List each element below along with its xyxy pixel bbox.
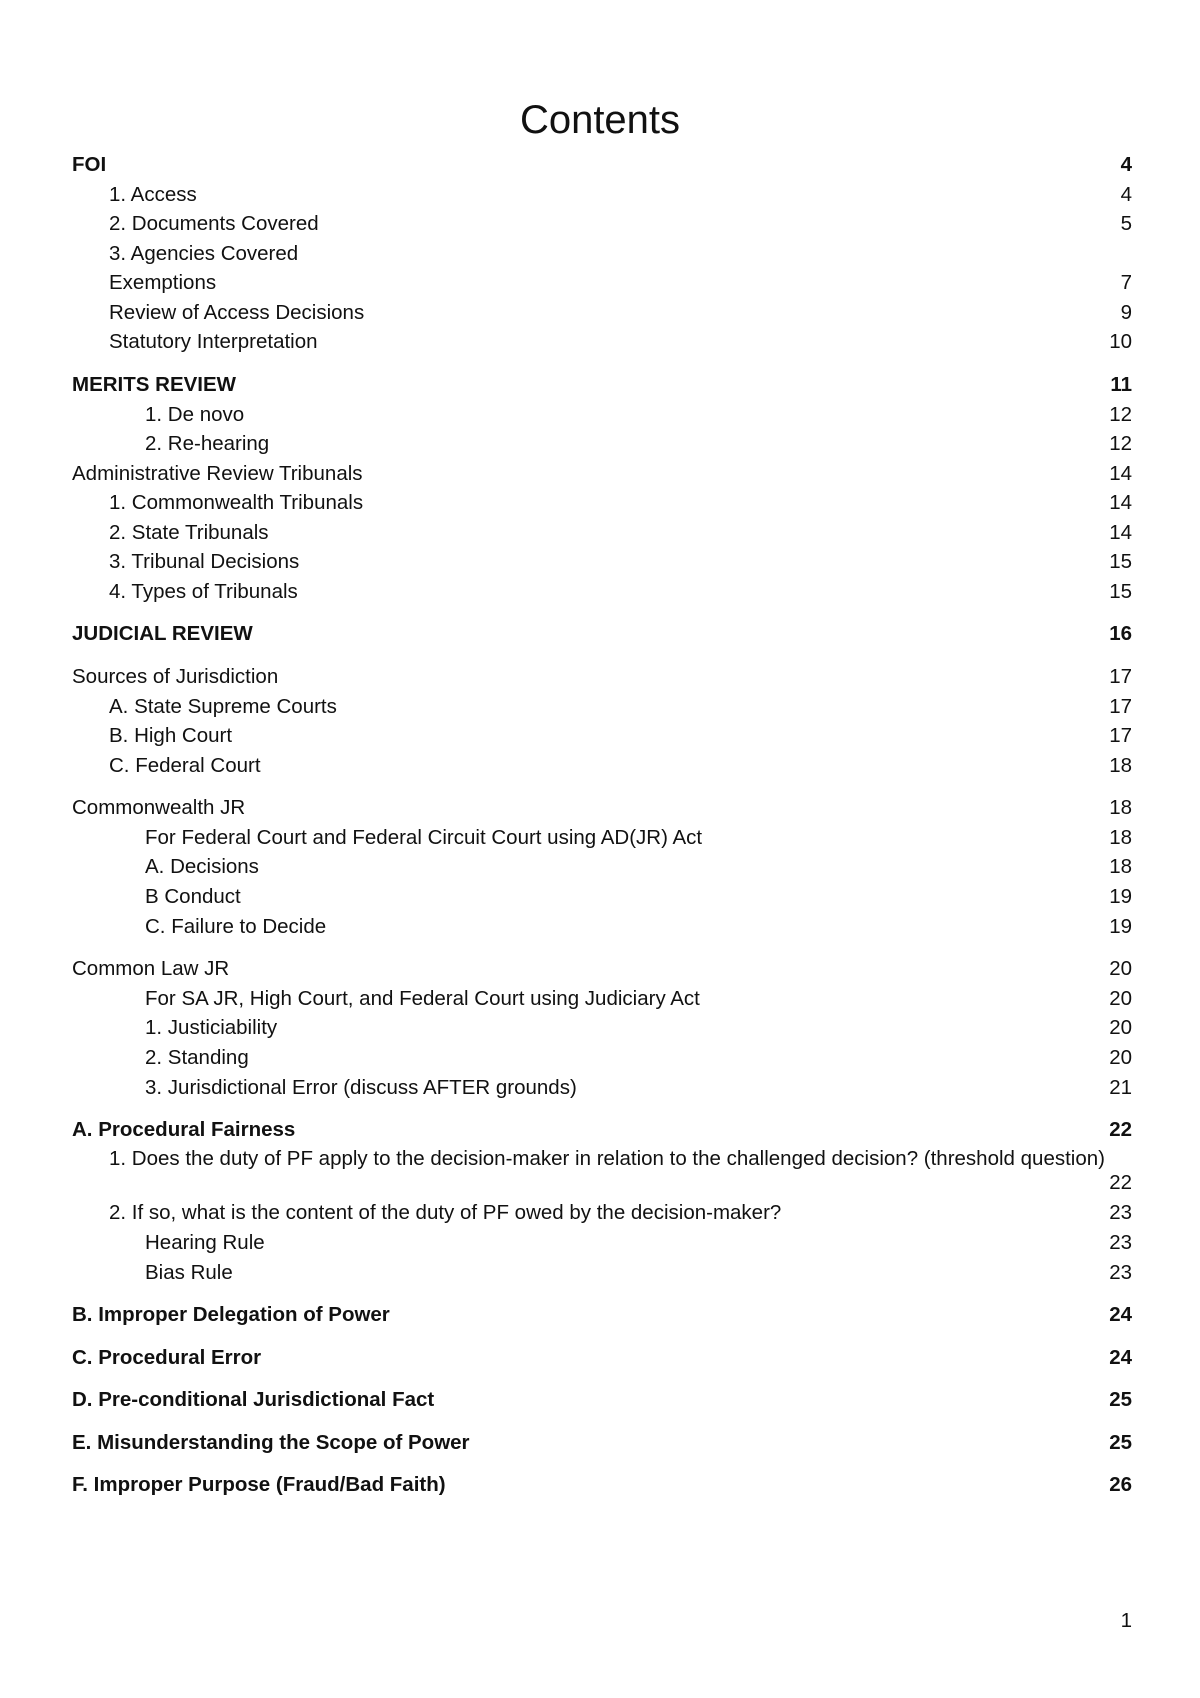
toc-entry-label: 1. De novo (145, 403, 245, 426)
toc-entry-label: MERITS REVIEW (72, 373, 237, 396)
toc-entry-page: 20 (1109, 987, 1132, 1010)
toc-entry-label: A. Procedural Fairness (72, 1118, 296, 1141)
toc-entry-page: 7 (1120, 271, 1132, 294)
toc-entry-label: Exemptions (109, 271, 217, 294)
toc-entry-page: 18 (1109, 855, 1132, 878)
toc-entry-label: 2. Standing (145, 1046, 249, 1069)
toc-entry-page: 5 (1120, 212, 1132, 235)
toc-entry-label: Commonwealth JR (72, 796, 246, 819)
toc-entry-page: 17 (1109, 695, 1132, 718)
toc-entry-label: 1. Access (109, 183, 197, 206)
toc-entry-label: 3. Agencies Covered (109, 242, 299, 265)
toc-entry-page: 20 (1109, 1046, 1132, 1069)
toc-entry-label: D. Pre-conditional Jurisdictional Fact (72, 1388, 435, 1411)
toc-entry-label: C. Federal Court (109, 754, 261, 777)
toc-entry-label: B. High Court (109, 724, 233, 747)
toc-entry-page: 23 (1109, 1261, 1132, 1284)
toc-entry-page: 15 (1109, 550, 1132, 573)
toc-entry-label: 4. Types of Tribunals (109, 580, 298, 603)
toc-entry-label: 2. Documents Covered (109, 212, 319, 235)
toc-entry-label: Review of Access Decisions (109, 301, 365, 324)
toc-entry-label: Hearing Rule (145, 1231, 265, 1254)
toc-entry-label: JUDICIAL REVIEW (72, 622, 253, 645)
toc-entry-page: 14 (1109, 521, 1132, 544)
toc-entry-label: C. Procedural Error (72, 1346, 262, 1369)
toc-entry-label: Bias Rule (145, 1261, 233, 1284)
toc-entry-label: 1. Justiciability (145, 1016, 278, 1039)
toc-entry-page: 26 (1109, 1473, 1132, 1496)
toc-entry-label: A. Decisions (145, 855, 259, 878)
toc-entry-page: 4 (1120, 153, 1132, 176)
toc-entry-page: 24 (1109, 1346, 1132, 1369)
toc-entry-page: 17 (1109, 724, 1132, 747)
toc-entry-page: 25 (1109, 1388, 1132, 1411)
page-number: 1 (1120, 1609, 1132, 1632)
toc-entry-label: 3. Jurisdictional Error (discuss AFTER grounds) (145, 1076, 577, 1099)
toc-entry-page: 24 (1109, 1303, 1132, 1326)
toc-entry-page: 20 (1109, 1016, 1132, 1039)
toc-entry-label: E. Misunderstanding the Scope of Power (72, 1431, 470, 1454)
toc-entry-label: For SA JR, High Court, and Federal Court using Judiciary Act (145, 987, 700, 1010)
toc-entry-label: Statutory Interpretation (109, 330, 318, 353)
toc-entry-page: 21 (1109, 1076, 1132, 1099)
toc-entry-label: B. Improper Delegation of Power (72, 1303, 390, 1326)
toc-entry-page: 11 (1110, 373, 1132, 396)
toc-entry-page: 18 (1109, 826, 1132, 849)
toc-entry-page: 18 (1109, 796, 1132, 819)
toc-entry-page: 9 (1120, 301, 1132, 324)
toc-entry-page: 20 (1109, 957, 1132, 980)
toc-entry-label: C. Failure to Decide (145, 915, 327, 938)
toc-entry-page: 19 (1109, 915, 1132, 938)
toc-entry-label: FOI (72, 153, 107, 176)
toc-entry-page: 15 (1109, 580, 1132, 603)
toc-entry-label: 1. Commonwealth Tribunals (109, 491, 364, 514)
toc-entry-label: For Federal Court and Federal Circuit Court using AD(JR) Act (145, 826, 703, 849)
page-title: Contents (519, 98, 681, 142)
toc-entry-page: 25 (1109, 1431, 1132, 1454)
toc-entry-label: Administrative Review Tribunals (72, 462, 363, 485)
toc-entry-page: 12 (1109, 403, 1132, 426)
toc-entry-label: F. Improper Purpose (Fraud/Bad Faith) (72, 1473, 446, 1496)
toc-entry-label: A. State Supreme Courts (109, 695, 337, 718)
toc-entry-page: 22 (1109, 1118, 1132, 1141)
toc-entry-label: 2. State Tribunals (109, 521, 269, 544)
toc-entry-label: 1. Does the duty of PF apply to the decision-maker in relation to the challenged decision? (threshold question) (109, 1147, 1105, 1170)
toc-entry-page: 19 (1109, 885, 1132, 908)
toc-entry-page: 23 (1109, 1201, 1132, 1224)
toc-entry-page: 14 (1109, 462, 1132, 485)
toc-entry-page: 22 (1109, 1171, 1132, 1194)
toc-entry-page: 18 (1109, 754, 1132, 777)
toc-entry-label: Common Law JR (72, 957, 230, 980)
toc-entry-label: Sources of Jurisdiction (72, 665, 279, 688)
toc-entry-page: 10 (1109, 330, 1132, 353)
toc-entry-page: 16 (1109, 622, 1132, 645)
toc-entry-label: B Conduct (145, 885, 241, 908)
toc-entry-label: 3. Tribunal Decisions (109, 550, 300, 573)
toc-entry-page: 17 (1109, 665, 1132, 688)
toc-entry-page: 14 (1109, 491, 1132, 514)
toc-entry-label: 2. If so, what is the content of the duty of PF owed by the decision-maker? (109, 1201, 782, 1224)
toc-entry-page: 4 (1120, 183, 1132, 206)
toc-entry-page: 12 (1109, 432, 1132, 455)
toc-entry-page: 23 (1109, 1231, 1132, 1254)
toc-entry-label: 2. Re-hearing (145, 432, 270, 455)
